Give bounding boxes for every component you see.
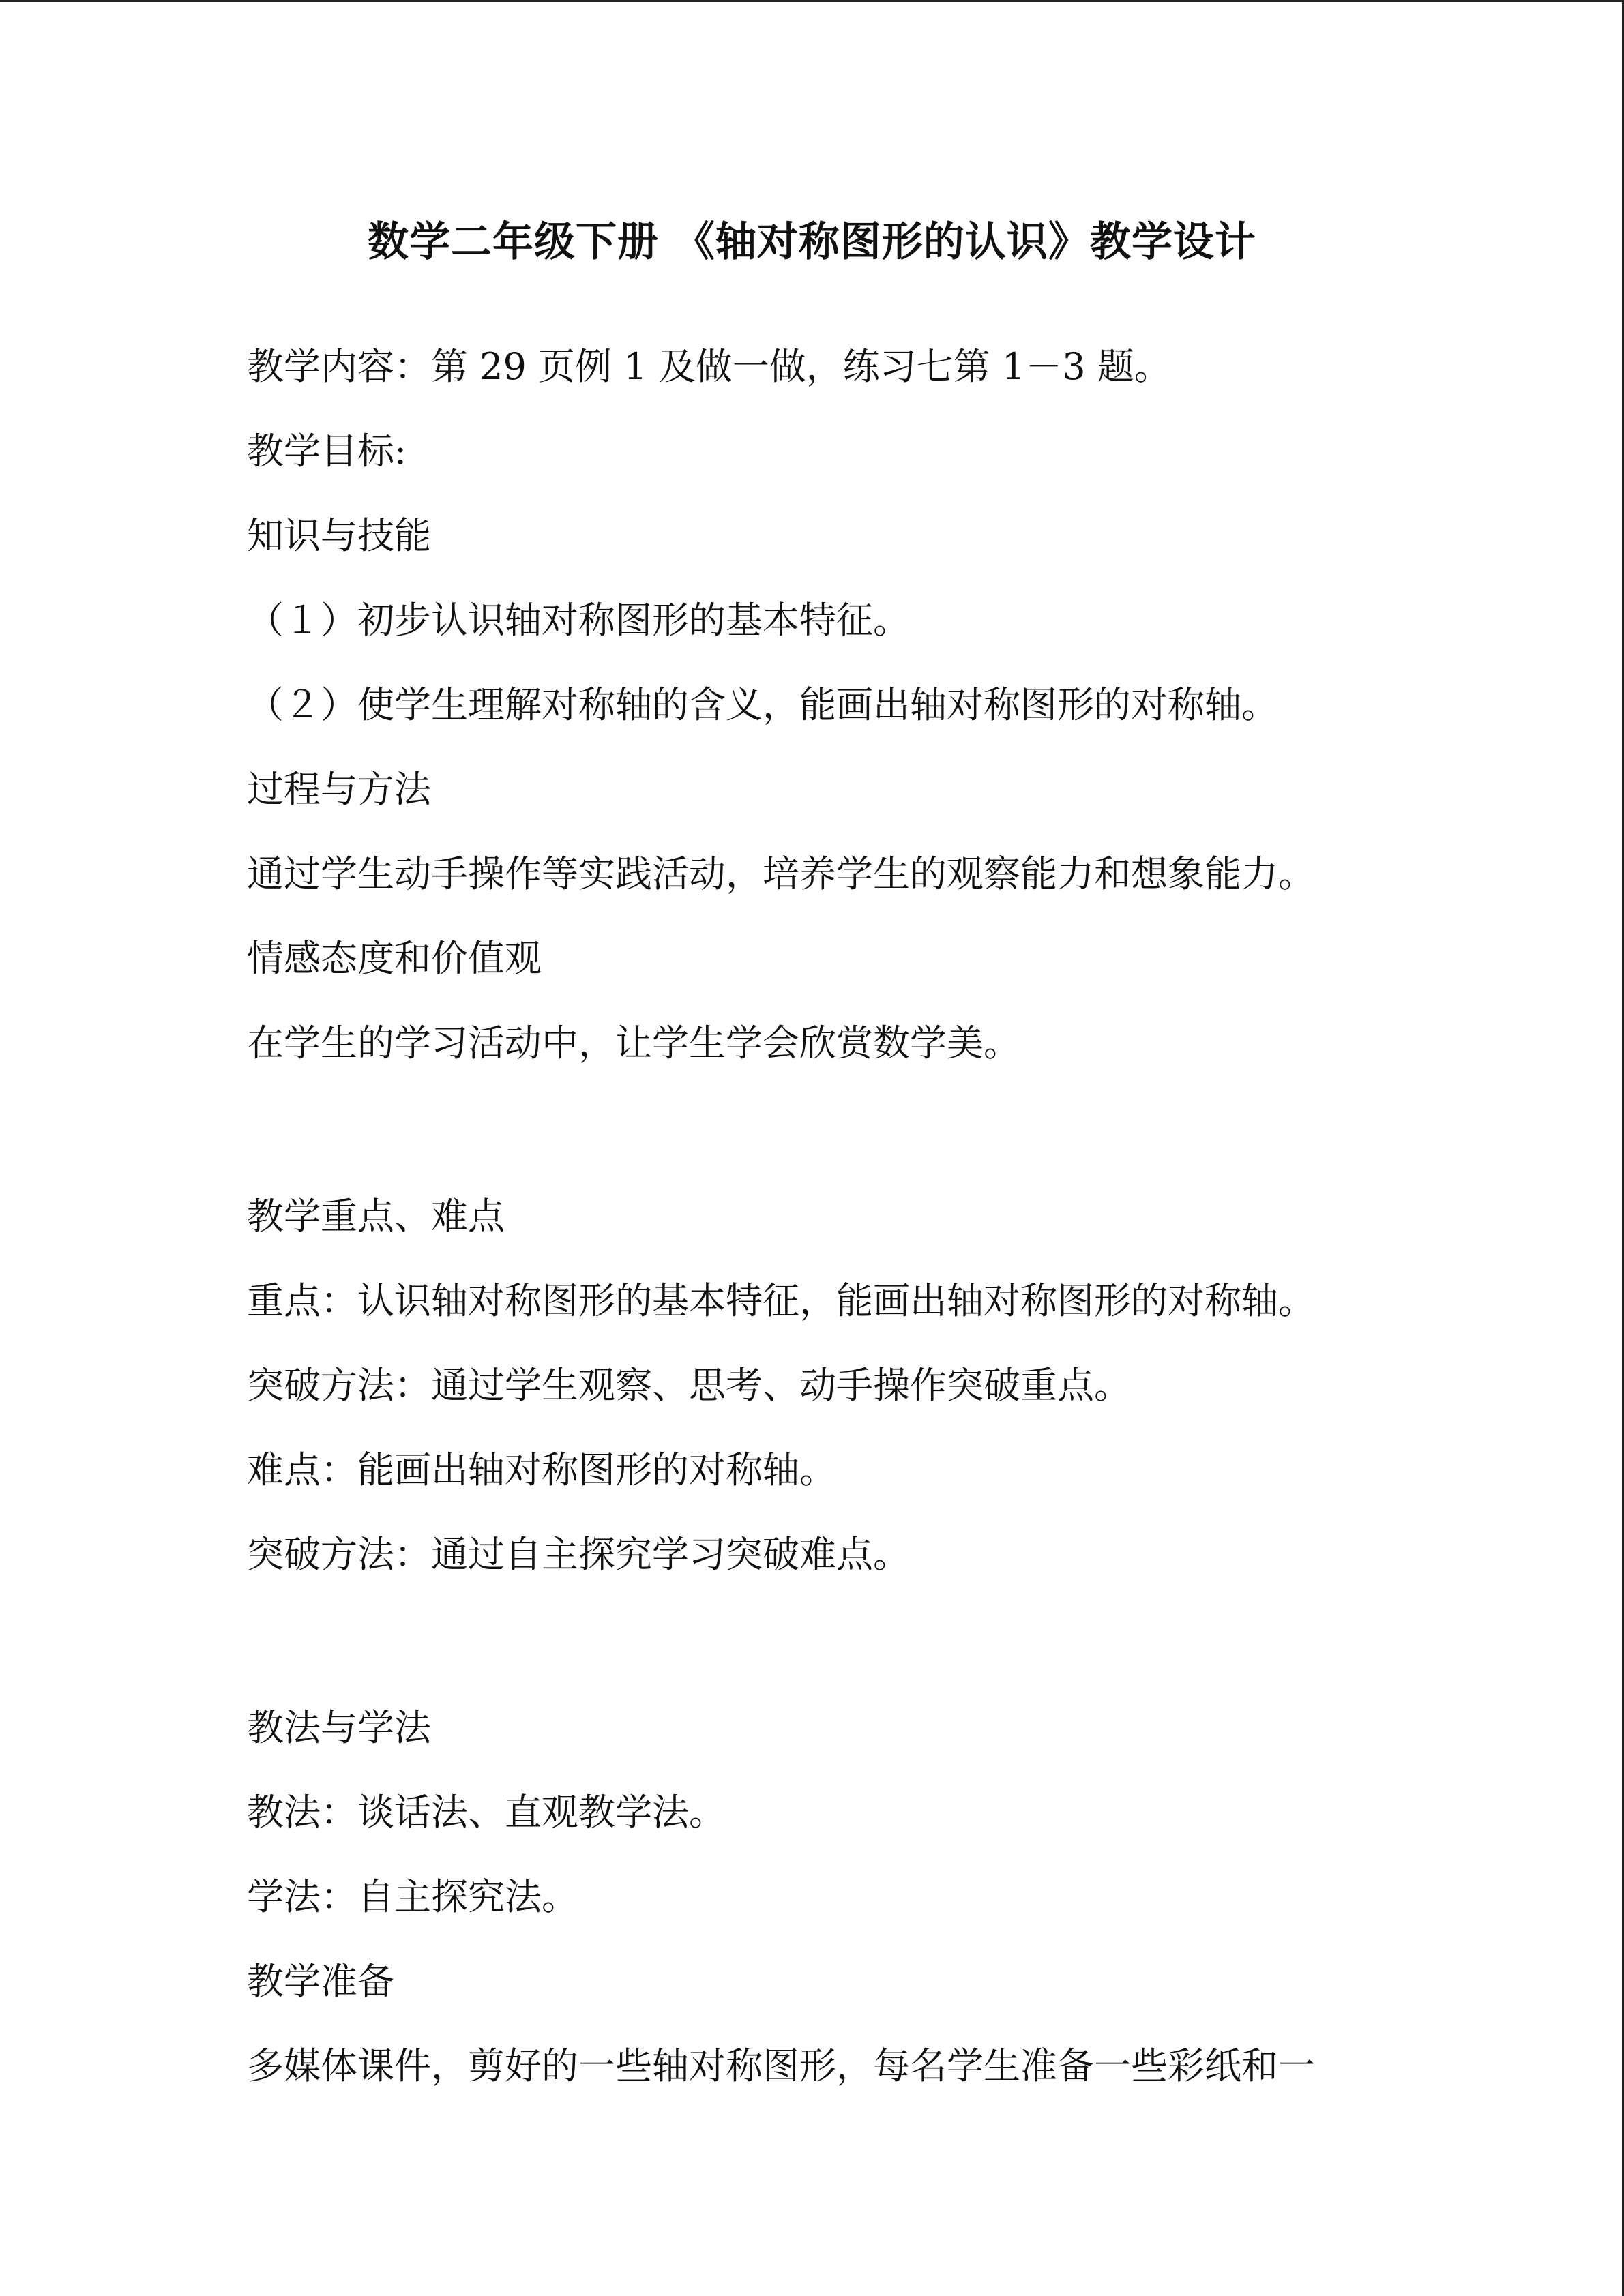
key-difficult-heading: 教学重点、难点	[247, 1195, 505, 1238]
attitude-values-heading: 情感态度和价值观	[247, 937, 542, 980]
goal-item-2: （２）使学生理解对称轴的含义，能画出轴对称图形的对称轴。	[247, 683, 1278, 726]
key-point-text: 重点：认识轴对称图形的基本特征，能画出轴对称图形的对称轴。	[247, 1279, 1315, 1322]
document-title: 数学二年级下册 《轴对称图形的认识》教学设计	[368, 218, 1256, 266]
difficult-point-text: 难点：能画出轴对称图形的对称轴。	[247, 1448, 836, 1491]
goal-item-1: （１）初步认识轴对称图形的基本特征。	[247, 599, 910, 642]
learning-method-text: 学法：自主探究法。	[247, 1875, 578, 1918]
teaching-method-text: 教法：谈话法、直观教学法。	[247, 1791, 726, 1834]
teaching-goals-heading: 教学目标:	[247, 430, 407, 473]
knowledge-skills-heading: 知识与技能	[247, 514, 431, 557]
process-method-heading: 过程与方法	[247, 768, 431, 811]
preparation-heading: 教学准备	[247, 1960, 394, 2003]
difficult-breakthrough-text: 突破方法：通过自主探究学习突破难点。	[247, 1533, 910, 1576]
process-method-text: 通过学生动手操作等实践活动，培养学生的观察能力和想象能力。	[247, 852, 1315, 895]
key-breakthrough-text: 突破方法：通过学生观察、思考、动手操作突破重点。	[247, 1364, 1131, 1407]
methods-heading: 教法与学法	[247, 1706, 431, 1749]
attitude-values-text: 在学生的学习活动中，让学生学会欣赏数学美。	[247, 1022, 1020, 1064]
preparation-text: 多媒体课件，剪好的一些轴对称图形，每名学生准备一些彩纸和一	[247, 2044, 1315, 2087]
teaching-content-line: 教学内容：第 29 页例 1 及做一做，练习七第 1－3 题。	[247, 345, 1171, 388]
